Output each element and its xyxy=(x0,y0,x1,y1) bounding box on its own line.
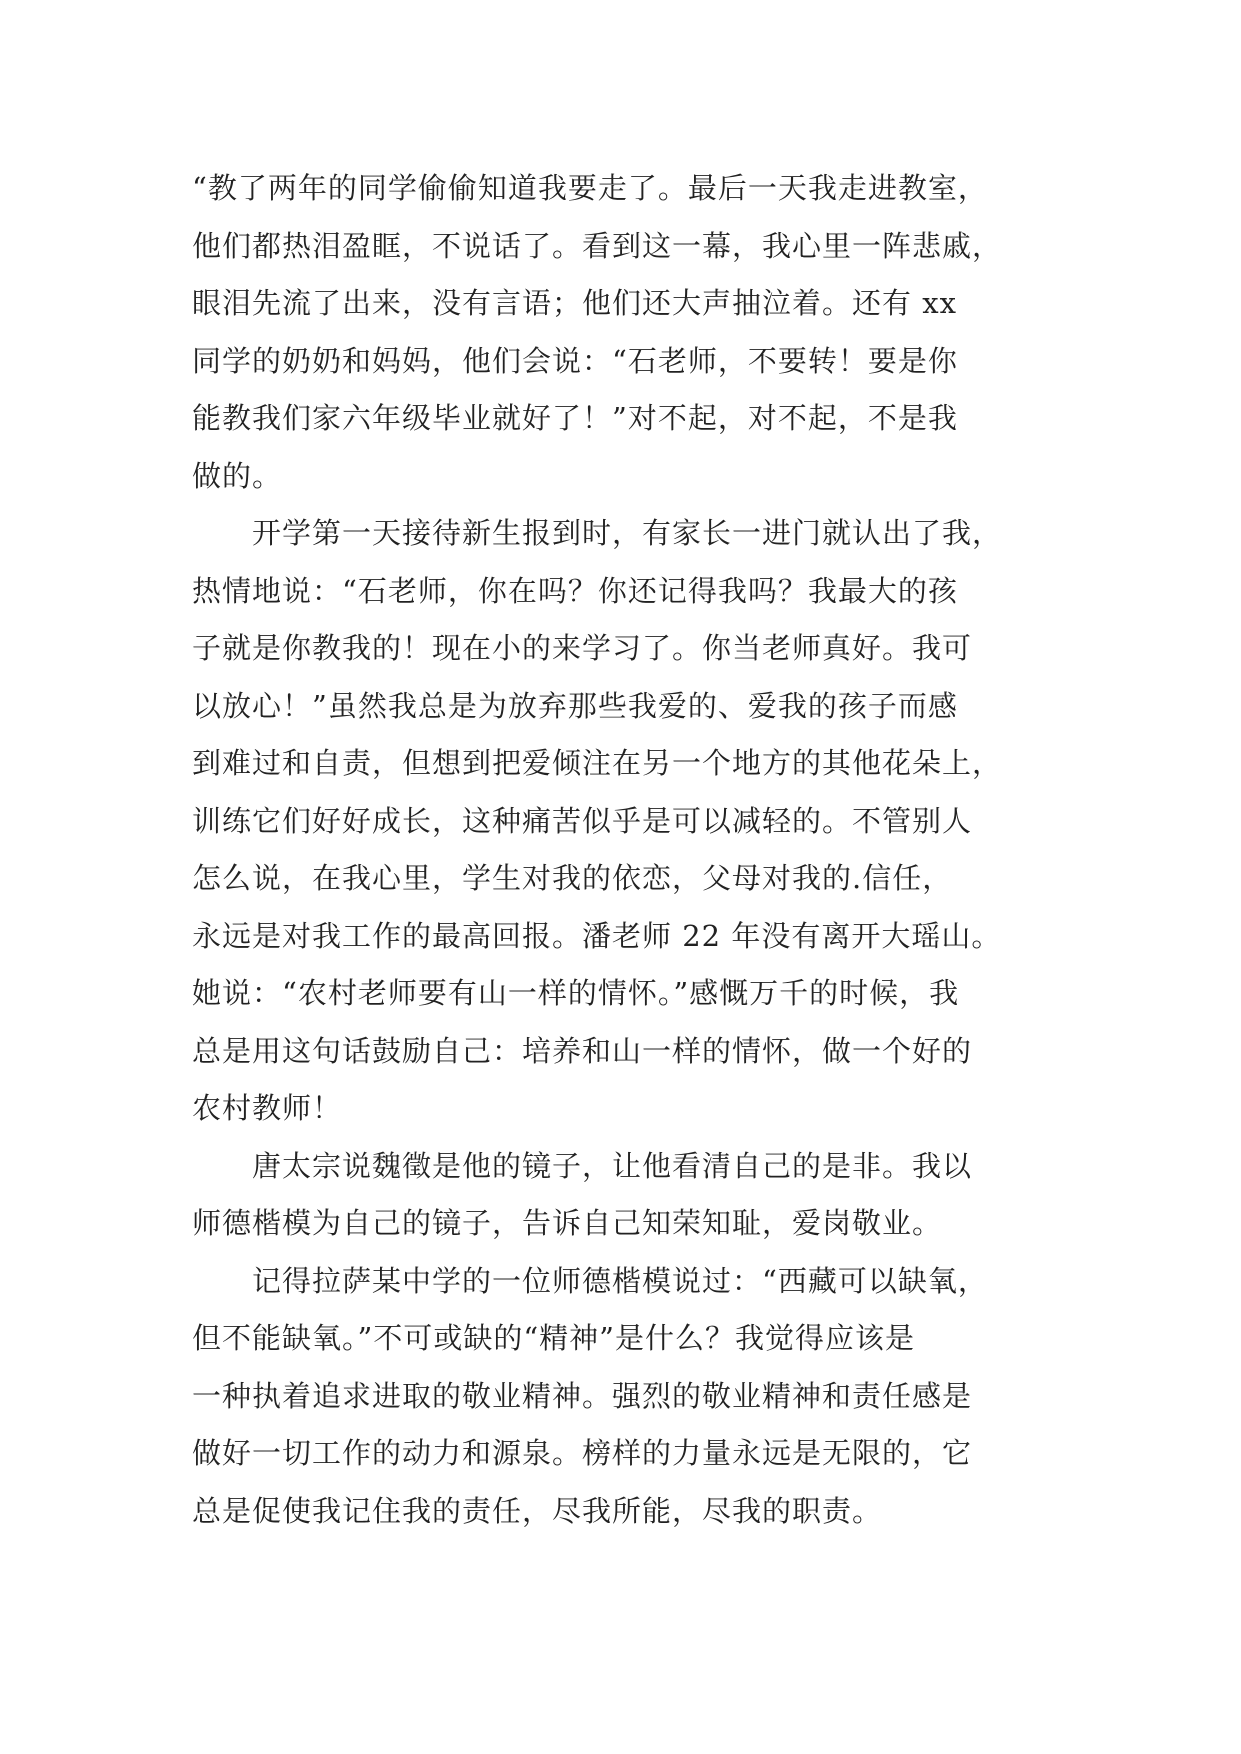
text-line: 子就是你教我的！现在小的来学习了。你当老师真好。我可 xyxy=(192,631,973,665)
text-line: 师德楷模为自己的镜子，告诉自己知荣知耻，爱岗敬业。 xyxy=(192,1206,943,1240)
text-line: 总是用这句话鼓励自己：培养和山一样的情怀，做一个好的 xyxy=(192,1033,973,1068)
paragraph-3 xyxy=(192,1138,1092,1253)
paragraph-4 xyxy=(192,1253,1092,1541)
text-line: 能教我们家六年级毕业就好了！”对不起，对不起，不是我 xyxy=(192,401,958,435)
text-line: 但不能缺氧。”不可或缺的“精神”是什么？我觉得应该是 xyxy=(192,1321,915,1355)
text-line: “教了两年的同学偷偷知道我要走了。最后一天我走进教室， xyxy=(192,171,988,205)
text-line: 他们都热泪盈眶，不说话了。看到这一幕，我心里一阵悲戚， xyxy=(192,228,1003,263)
text-line: 永远是对我工作的最高回报。潘老师 22 年没有离开大瑶山。 xyxy=(192,918,1002,953)
text-line: 眼泪先流了出来，没有言语；他们还大声抽泣着。还有 xx xyxy=(192,286,957,320)
paragraph-1 xyxy=(192,160,1092,505)
text-line: 唐太宗说魏徵是他的镜子，让他看清自己的是非。我以 xyxy=(252,1148,973,1183)
text-line: 到难过和自责，但想到把爱倾注在另一个地方的其他花朵上， xyxy=(192,746,1003,780)
text-line: 记得拉萨某中学的一位师德楷模说过：“西藏可以缺氧， xyxy=(252,1263,988,1298)
text-line: 她说：“农村老师要有山一样的情怀。”感慨万千的时候，我 xyxy=(192,976,960,1010)
text-line: 总是促使我记住我的责任，尽我所能，尽我的职责。 xyxy=(192,1493,883,1528)
text-line: 开学第一天接待新生报到时，有家长一进门就认出了我， xyxy=(252,516,1003,550)
text-line: 做好一切工作的动力和源泉。榜样的力量永远是无限的，它 xyxy=(192,1436,973,1470)
text-line: 热情地说：“石老师，你在吗？你还记得我吗？我最大的孩 xyxy=(192,573,958,608)
text-line: 农村教师！ xyxy=(192,1091,343,1125)
text-line: 一种执着追求进取的敬业精神。强烈的敬业精神和责任感是 xyxy=(192,1378,973,1413)
text-line: 做的。 xyxy=(192,458,283,493)
paragraph-2 xyxy=(192,505,1092,1138)
text-line: 同学的奶奶和妈妈，他们会说：“石老师，不要转！要是你 xyxy=(192,343,958,378)
text-line: 训练它们好好成长，这种痛苦似乎是可以减轻的。不管别人 xyxy=(192,803,973,838)
text-line: 怎么说，在我心里，学生对我的依恋，父母对我的.信任， xyxy=(192,861,953,895)
document-body xyxy=(192,160,1092,1540)
text-line: 以放心！”虽然我总是为放弃那些我爱的、爱我的孩子而感 xyxy=(192,688,958,723)
